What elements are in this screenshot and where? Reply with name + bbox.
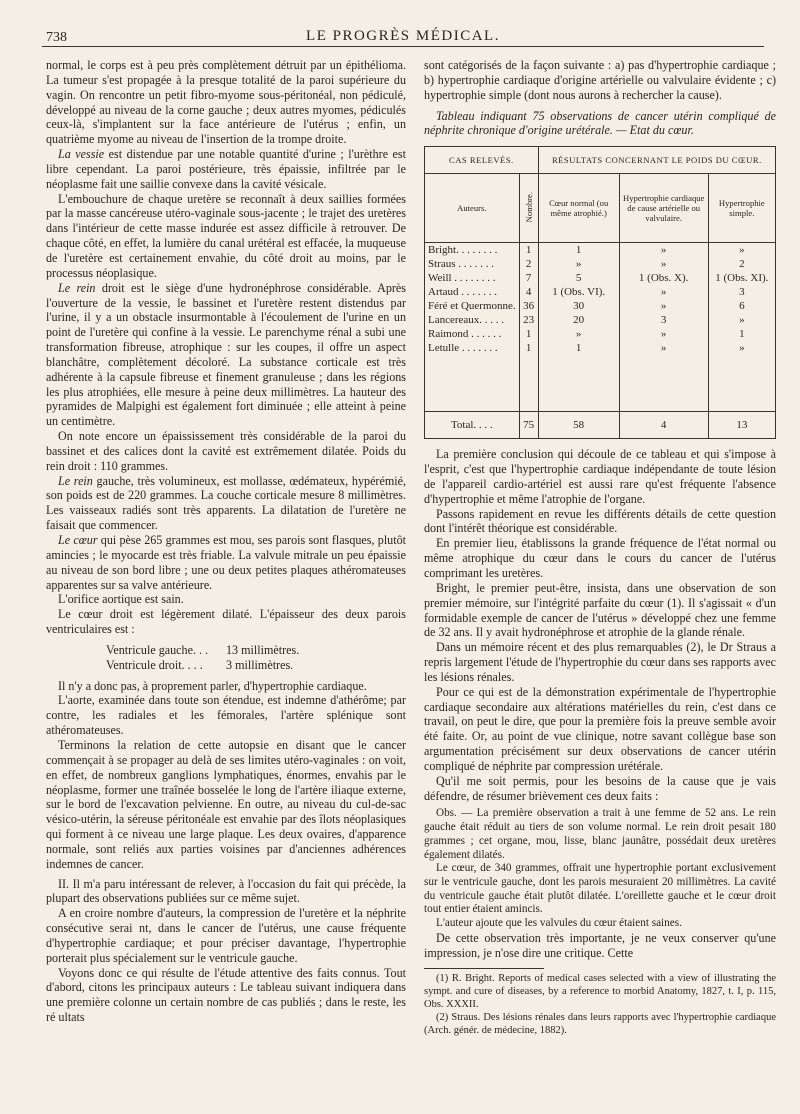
normal-cell: 1 (Obs. VI). (538, 285, 619, 299)
observation-paragraph: L'auteur ajoute que les valvules du cœur étaient saines. (436, 917, 682, 930)
count-cell: 2 (519, 257, 538, 271)
normal-cell: » (538, 257, 619, 271)
table-spacer-row (425, 355, 776, 412)
normal-cell: 30 (538, 299, 619, 313)
group-header-results: RÉSULTATS CONCERNANT LE POIDS DU CŒUR. (538, 147, 775, 174)
emphasis: Le cœur (58, 533, 98, 547)
paragraph: Il n'y a donc pas, à proprement parler, d'hypertrophie cardiaque. (58, 678, 367, 693)
table-row (425, 257, 776, 271)
paragraph: Le cœur droit est légèrement dilaté. L'épaisseur des deux parois ventriculaires est : (46, 607, 406, 637)
author-cell: Féré et Quermonne. (425, 299, 520, 313)
total-normal: 58 (538, 412, 619, 439)
simple-cell: » (708, 313, 775, 327)
paragraph: En premier lieu, établissons la grande fréquence de l'état normal ou même atrophique du cœur dans le cours du cancer de l'utérus comprimant les uretères. (424, 536, 776, 580)
simple-cell: 1 (Obs. XI). (708, 271, 775, 285)
author-cell: Straus . . . . . . . (425, 257, 520, 271)
cardiac-cell: 1 (Obs. X). (619, 271, 708, 285)
measurement-label: Ventricule droit. . . . (106, 657, 203, 672)
footnotes (424, 973, 776, 1037)
simple-cell: » (708, 341, 775, 355)
cardiac-cell: » (619, 327, 708, 341)
journal-title: LE PROGRÈS MÉDICAL. (306, 28, 500, 44)
table-column-header (425, 174, 776, 243)
paragraph: Passons rapidement en revue les différents détails de cette question dont l'intérêt théorique est considérable. (424, 506, 776, 536)
author-cell: Lancereaux. . . . . (425, 313, 520, 327)
page-header (42, 24, 764, 47)
count-cell: 7 (519, 271, 538, 285)
paragraph-text: qui pèse 265 grammes est mou, ses parois sont flasques, plutôt amincies ; le myocarde est très friable. La valvule mitrale un peu épaissie au niveau de son bord libre ; une ou deux petites plaques athéromateuses apparentes sur sa valve antérieure. (46, 533, 406, 592)
measurement-label: Ventricule gauche. . . (106, 642, 209, 657)
measurement-value: 13 millimètres. (226, 642, 300, 657)
cardiac-cell: » (619, 243, 708, 258)
paragraph: II. Il m'a paru intéressant de relever, à l'occasion du fait qui précède, la plupart des observations publiées sur ce même sujet. (46, 876, 406, 906)
paragraph (46, 281, 406, 429)
table-row (425, 327, 776, 341)
table-row (425, 313, 776, 327)
author-cell: Raimond . . . . . . (425, 327, 520, 341)
total-label: Total. . . . (425, 412, 520, 439)
paragraph: normal, le corps est à peu près complètement détruit par un épithélioma. La tumeur s'est propagée à la presque totalité de la paroi supérieure du vagin. On rencontre un petit fibro-myome sous-péritonéal, non pédiculé, développé au niveau de la corne gauche ; deux autres myomes, pédiculés ceux-là, s'implantent sur la face antérieure de l'utérus ; enfin, un quatrième myome au niveau de l'insertion de la trompe droite. (46, 58, 406, 147)
group-header-cases: CAS RELEVÉS. (425, 147, 539, 174)
paragraph: Terminons la relation de cette autopsie en disant que le cancer commençait à se propager au delà de ses limites utéro-vaginales : on voit, en effet, de nombreux ganglions lymphatiques, énormes, envahis par le néoplasme, former une traînée bosselée le long de l'artère iliaque externe, sur le bord de l'excavation pelvienne. En outre, au niveau du cul-de-sac vésico-utérin, la séreuse péritonéale est envahie par des îlots néoplasiques qui forment à ce niveau une large plaque. Les deux ovaires, d'apparence normale, sont reliés aux parties voisines par d'anciennes adhérences indemnes de cancer. (46, 737, 406, 871)
simple-cell: 3 (708, 285, 775, 299)
footnote: (1) R. Bright. Reports of medical cases selected with a view of illustrating the sympt. and cure of diseases, by a reference to morbid Anatomy, 1827, t. I, p. 115, Obs. XXXII. (424, 973, 776, 1011)
paragraph: Qu'il me soit permis, pour les besoins de la cause que je vais défendre, de résumer brièvement ces deux faits : (424, 773, 776, 803)
cardiac-cell: » (619, 299, 708, 313)
simple-cell: » (708, 243, 775, 258)
column-header-count (519, 174, 538, 243)
footnote-rule (424, 968, 544, 969)
normal-cell: 5 (538, 271, 619, 285)
column-header-simple-hypertrophy: Hypertrophie simple. (708, 174, 775, 243)
normal-cell: » (538, 327, 619, 341)
observation-summary (424, 807, 776, 930)
count-cell: 1 (519, 341, 538, 355)
paragraph: La première conclusion qui découle de ce tableau et qui s'impose à l'esprit, c'est que l'hypertrophie cardiaque indépendante de toute lésion de l'appareil cardio-artériel est aussi rare qu'est fréquente l'absence d'hypertrophie et même l'atrophie de l'organe. (424, 447, 776, 506)
paragraph-text: droit est le siège d'une hydronéphrose considérable. Après l'ouverture de la vessie, le bassinet et l'uretère restent distendus par l'urine, il y a un obstacle insurmontable à l'écoulement de l'urine en un point de l'uretère qui confine à la vessie. Le parenchyme rénal a subi une transformation fibreuse, atrophique : sur les coupes, il offre un aspect blanchâtre, complètement décoloré. La substance corticale est très adhérente à la capsule fibreuse et finement granuleuse ; dans les régions les plus atrophiées, elle mesure à peine deux millimètres. La hauteur des pyramides de Malpighi est également fort diminuée ; elle atteint à peine un centimètre. (46, 280, 407, 429)
table-caption: Tableau indiquant 75 observations de cancer utérin compliqué de néphrite chronique d'origine urétérale. — Etat du cœur. (424, 108, 776, 138)
cardiac-cell: » (619, 341, 708, 355)
count-cell: 1 (519, 243, 538, 258)
emphasis: Le rein (58, 280, 96, 295)
total-simple: 13 (708, 412, 775, 439)
cardiac-cell: 3 (619, 313, 708, 327)
author-cell: Artaud . . . . . . . (425, 285, 520, 299)
paragraph: Voyons donc ce qui résulte de l'étude attentive des faits connus. Tout d'abord, citons les principaux auteurs : Le tableau suivant indiquera dans une première colonne un certain nombre de cas publiés ; dans le reste, les ré ultats (46, 965, 406, 1025)
author-cell: Weill . . . . . . . . (425, 271, 520, 285)
measurement-value: 3 millimètres. (226, 657, 294, 672)
paragraph: sont catégorisés de la façon suivante : a) pas d'hypertrophie cardiaque ; b) hypertrophie cardiaque d'origine artérielle ou valvulaire évidente ; c) hypertrophie simple (dont nous aurons à rechercher la cause). (424, 58, 776, 102)
normal-cell: 1 (538, 341, 619, 355)
normal-cell: 20 (538, 313, 619, 327)
total-cardiac: 4 (619, 412, 708, 439)
footnote: (2) Straus. Des lésions rénales dans leurs rapports avec l'hypertrophie cardiaque (Arch. génér. de médecine, 1882). (424, 1011, 776, 1036)
simple-cell: 2 (708, 257, 775, 271)
normal-cell: 1 (538, 243, 619, 258)
simple-cell: 6 (708, 299, 775, 313)
count-cell: 36 (519, 299, 538, 313)
column-header-normal-heart: Cœur normal (ou même atrophié.) (538, 174, 619, 243)
table-row (425, 243, 776, 258)
paragraph (46, 533, 406, 592)
cardiac-cell: » (619, 285, 708, 299)
paragraph: L'aorte, examinée dans toute son étendue, est indemne d'athérôme; par contre, les radiales et les fémorales, l'artère splénique sont athéromateuses. (46, 693, 406, 738)
paragraph: Dans un mémoire récent et des plus remarquables (2), le Dr Straus a repris largement l'étude de l'hypertrophie du cœur dans ses rapports avec les lésions rénales. (424, 640, 776, 684)
count-cell: 1 (519, 327, 538, 341)
paragraph: L'orifice aortique est sain. (58, 592, 184, 607)
paragraph: De cette observation très importante, je ne veux conserver qu'une impression, je n'ose dire une critique. Cette (424, 930, 776, 960)
paragraph: L'embouchure de chaque uretère se reconnaît à deux saillies formées par la masse cancéreuse utéro-vaginale sous-jacente ; le trajet des uretères dans l'intérieur de cette masse indurée est assez difficile à retrouver. De chaque côté, en effet, la lumière du canal urétéral est effacée, la muqueuse de l'uretère est certainement envahie, du côté droit au moins, par le processus néoplasique. (46, 191, 406, 280)
paragraph: Bright, le premier peut-être, insista, dans une observation de son premier mémoire, sur l'intégrité parfaite du cœur (1). Il s'agissait « d'un formidable exemple de cancer de l'utérus » développé chez une femme de 32 ans. Il y avait hydronéphrose et atrophie de la glande rénale. (424, 580, 776, 640)
cardiac-results-table (424, 146, 776, 439)
ventricle-measurements (46, 643, 406, 673)
emphasis: Le rein (58, 473, 93, 488)
simple-cell: 1 (708, 327, 775, 341)
paragraph: Pour ce qui est de la démonstration expérimentale de l'hypertrophie cardiaque secondaire aux altérations matérielles du rein, c'est dans ce travail, on peut le dire, que pour la première fois la preuve semble avoir été faite. Or, au point de vue clinique, notre savant collègue base son argumentation précisément sur deux observations de cancer utérin compliqué de néphrite par compression urétérale. (424, 684, 776, 773)
right-column (424, 58, 776, 1037)
paragraph: A en croire nombre d'auteurs, la compression de l'uretère et la néphrite consécutive serai nt, dans le cancer de l'utérus, une cause fréquente d'hypertrophie cardiaque; et pour préciser davantage, l'hypertrophie porterait plus spécialement sur le ventricule gauche. (46, 906, 406, 965)
table-row (425, 285, 776, 299)
author-cell: Letulle . . . . . . . (425, 341, 520, 355)
table-total-row (425, 412, 776, 439)
left-column (46, 58, 406, 1025)
column-header-authors: Auteurs. (425, 174, 520, 243)
column-header-cardiac-hypertrophy: Hypertrophie cardiaque de cause artérielle ou valvulaire. (619, 174, 708, 243)
paragraph (46, 147, 406, 192)
paragraph (46, 474, 406, 533)
paragraph: On note encore un épaississement très considérable de la paroi du bassinet et des calices dont la cavité est extrêmement dilatée. Poids du rein droit : 110 grammes. (46, 429, 406, 473)
author-cell: Bright. . . . . . . . (425, 243, 520, 258)
table-group-header (425, 147, 776, 174)
emphasis: La vessie (58, 147, 105, 162)
observation-paragraph: Obs. — La première observation a trait à une femme de 52 ans. Le rein gauche était réduit au tiers de son volume normal. Le rein droit pesait 180 grammes ; cet organe, mou, lisse, blanc jaunâtre, possédait deux uretères également dilatés. (424, 807, 776, 861)
column-header-count-label: Nombre. (523, 192, 534, 223)
table-row (425, 299, 776, 313)
table-row (425, 341, 776, 355)
cardiac-cell: » (619, 257, 708, 271)
count-cell: 4 (519, 285, 538, 299)
table-body (425, 243, 776, 356)
paragraph-text: gauche, très volumineux, est mollasse, œdémateux, hypérémié, son poids est de 220 grammes. La couche corticale mesure 8 millimètres. Les vaisseaux radiés sont très apparents. La dilatation de l'uretère ne faisait que commencer. (46, 473, 406, 533)
count-cell: 23 (519, 313, 538, 327)
observation-paragraph: Le cœur, de 340 grammes, offrait une hypertrophie portant exclusivement sur le ventricule gauche, dont les parois mesuraient 20 millimètres. La cavité du ventricule gauche était plutôt dilatée. L'oreillette gauche et le cœur droit tout entier étaient amincis. (424, 862, 776, 916)
paragraph-text: est distendue par une notable quantité d'urine ; l'urèthre est libre cependant. La paroi postérieure, très épaissie, infiltrée par le néoplasme fait une saillie convexe dans la cavité vésicale. (46, 147, 406, 191)
total-count: 75 (519, 412, 538, 439)
page-number: 738 (46, 30, 67, 45)
measurement-row (46, 658, 406, 673)
measurement-row (46, 643, 406, 658)
table-row (425, 271, 776, 285)
